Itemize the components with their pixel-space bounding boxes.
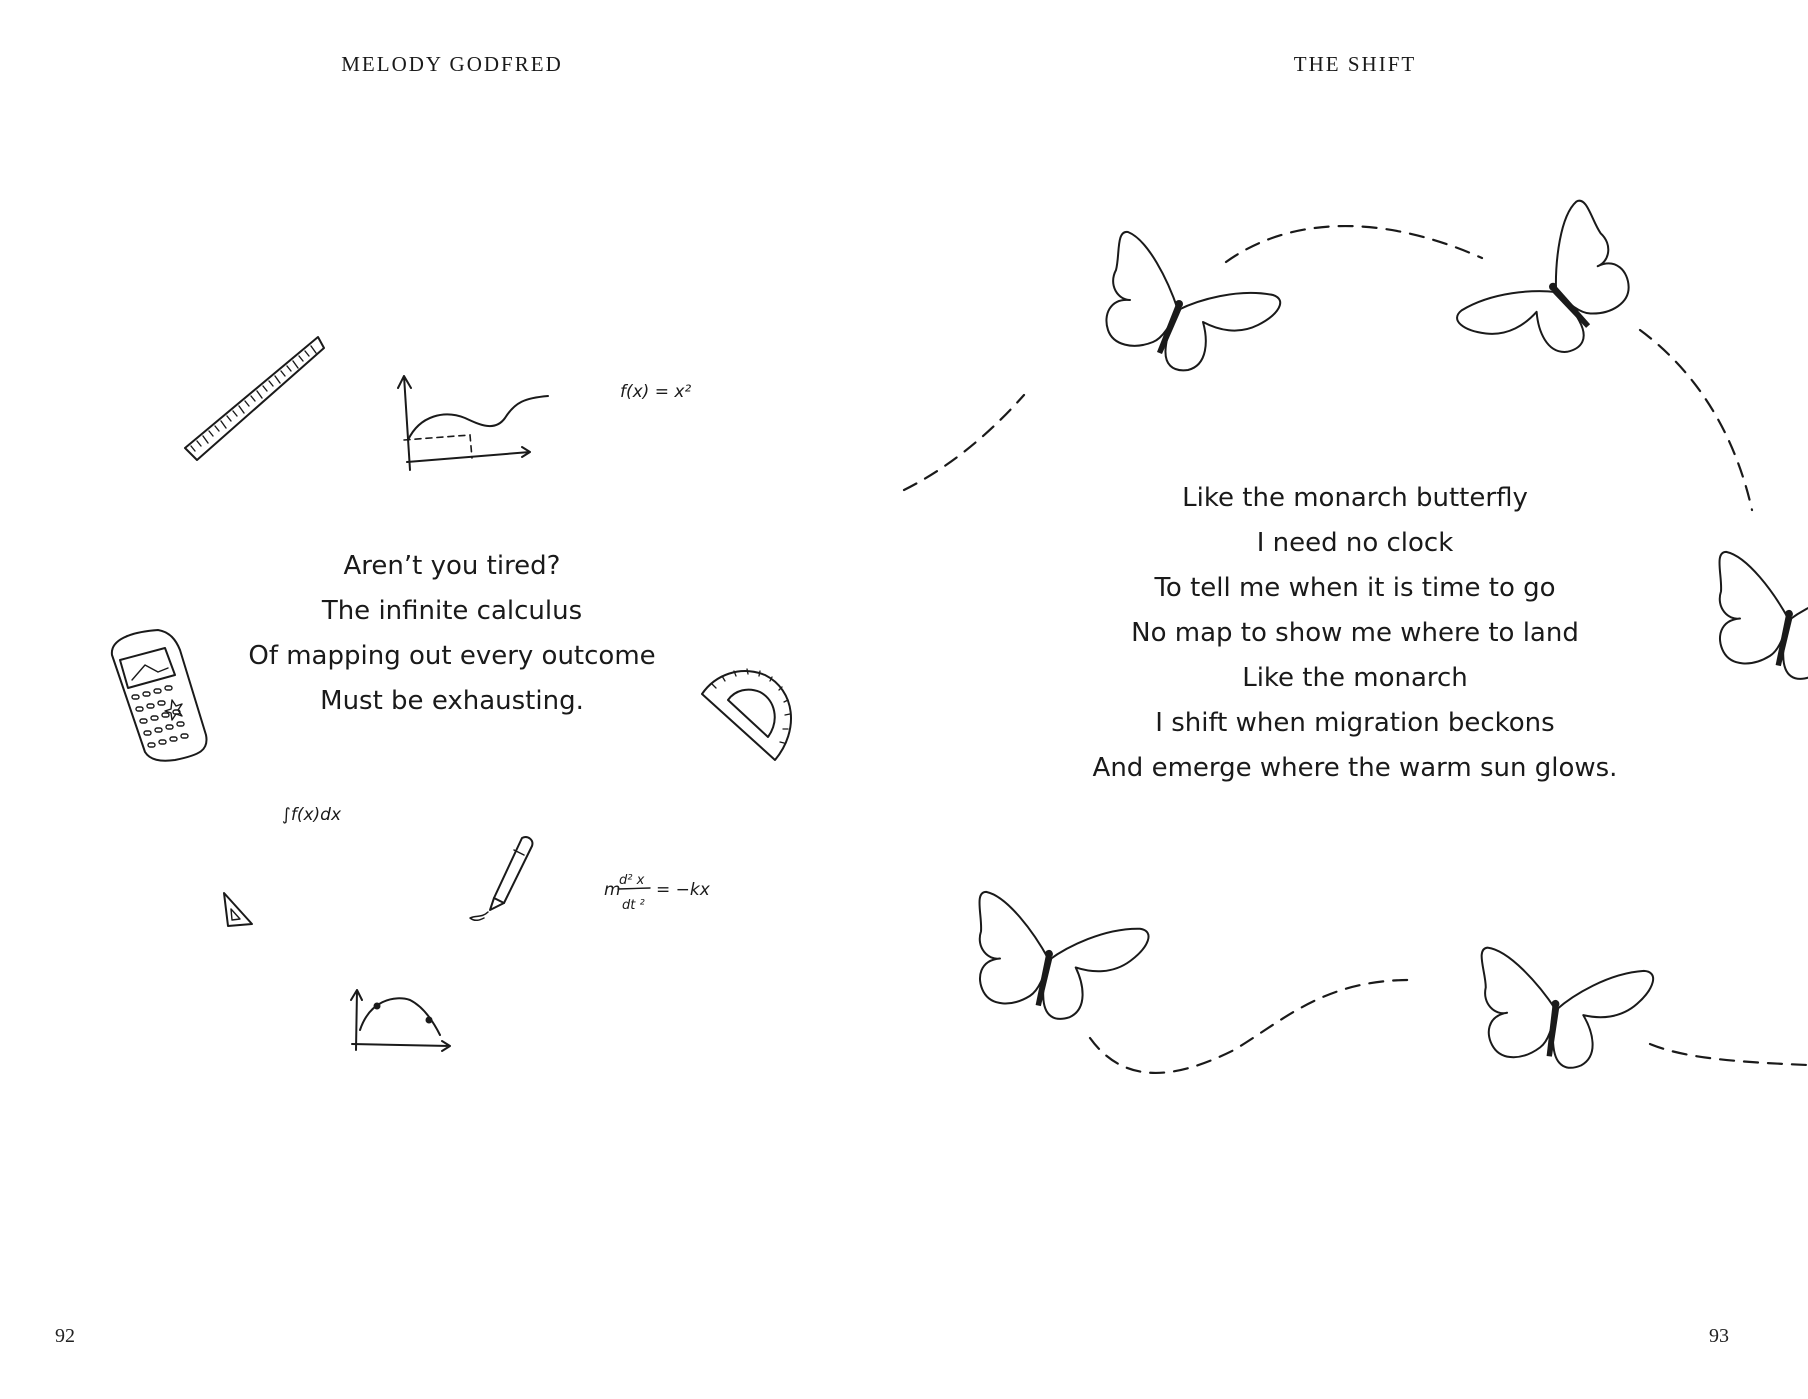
butterfly-icon — [965, 865, 1160, 1032]
svg-text:dt ²: dt ² — [622, 898, 645, 913]
poem-line: No map to show me where to land — [1131, 618, 1579, 648]
svg-text:= −kx: = −kx — [656, 880, 710, 900]
butterfly-icon — [1433, 194, 1644, 384]
poem-line: Of mapping out every outcome — [248, 641, 656, 671]
poem-line: To tell me when it is time to go — [1154, 573, 1556, 603]
poem-line: And emerge where the warm sun glows. — [1092, 753, 1618, 783]
svg-text:m: m — [604, 880, 621, 900]
pen-icon — [470, 837, 532, 920]
svg-text:∫f(x)dx: ∫f(x)dx — [282, 805, 342, 825]
running-head-title: THE SHIFT — [1293, 52, 1417, 76]
poem-line: The infinite calculus — [321, 596, 583, 626]
page-number-right: 93 — [1709, 1325, 1729, 1347]
flight-path-dashed — [1640, 330, 1752, 510]
poem-line: I shift when migration beckons — [1155, 708, 1555, 738]
butterfly-icon — [1106, 232, 1280, 370]
poem-line: Must be exhausting. — [320, 686, 584, 716]
formula-fx — [620, 382, 691, 402]
poem-line: Like the monarch — [1242, 663, 1468, 693]
triangle-ruler-icon — [224, 893, 252, 926]
graph-icon — [398, 376, 548, 470]
flight-path-dashed — [904, 395, 1024, 490]
butterfly-icon — [1705, 525, 1808, 692]
butterfly-icon — [1467, 908, 1671, 1087]
svg-text:f(x) = x²: f(x) = x² — [620, 382, 692, 402]
formula-integral — [282, 805, 342, 825]
butterfly-illustrations — [904, 0, 1808, 1399]
formula-motion — [604, 873, 711, 913]
svg-text:d² x: d² x — [619, 873, 645, 888]
protractor-icon — [702, 669, 791, 760]
running-head-author: MELODY GODFRED — [341, 52, 563, 76]
poem-line: Like the monarch butterfly — [1182, 483, 1528, 513]
flight-path-dashed — [1650, 1044, 1808, 1065]
parabola-graph-icon — [351, 990, 450, 1051]
flight-path-dashed — [1226, 226, 1482, 262]
flight-path-dashed — [1090, 980, 1410, 1073]
poem-line: Aren’t you tired? — [343, 551, 561, 581]
calculator-icon — [112, 630, 207, 761]
right-page — [904, 0, 1808, 1399]
page-number-left: 92 — [55, 1325, 75, 1347]
ruler-icon — [185, 337, 324, 460]
poem-line: I need no clock — [1256, 528, 1454, 558]
